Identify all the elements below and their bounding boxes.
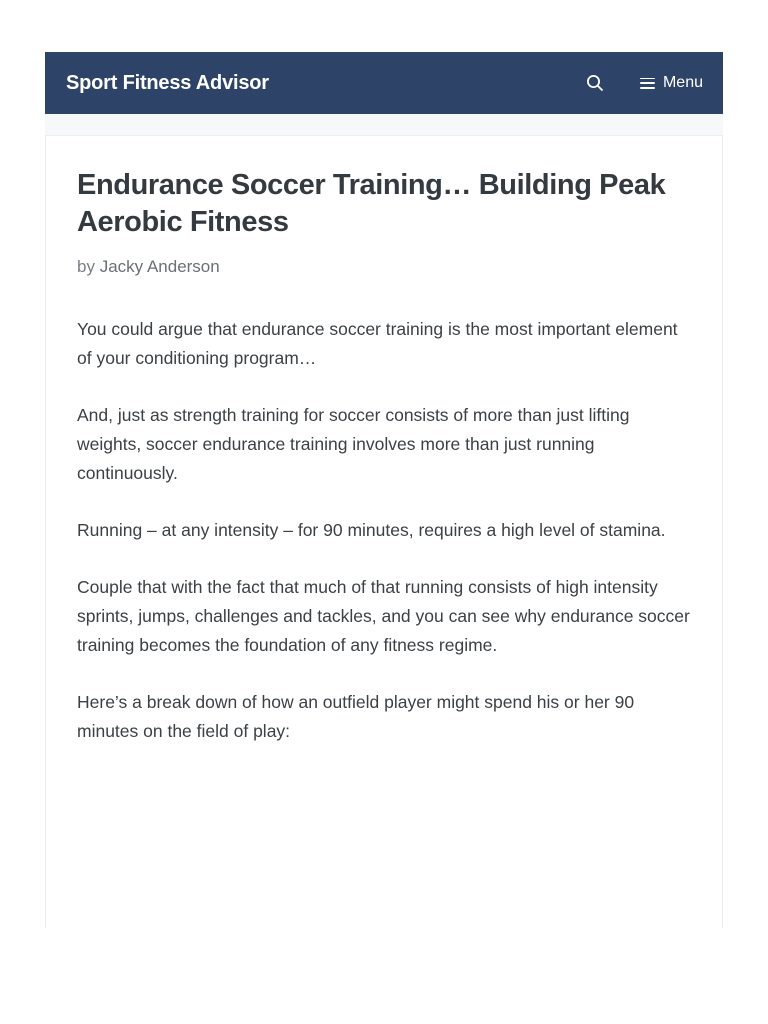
byline-prefix: by	[77, 257, 95, 276]
site-header	[45, 52, 723, 114]
article-paragraph: Running – at any intensity – for 90 minutes, requires a high level of stamina.	[77, 520, 666, 540]
article-paragraph: Here’s a break down of how an outfield player might spend his or her 90 minutes on the field of play:	[77, 692, 635, 741]
article-paragraph: And, just as strength training for soccer consists of more than just lifting weights, soccer endurance training involves more than just running continuously.	[77, 405, 630, 483]
hamburger-icon	[640, 78, 655, 89]
article-paragraph: You could argue that endurance soccer training is the most important element of your conditioning program…	[77, 319, 678, 368]
article-body	[77, 315, 693, 746]
search-icon	[586, 74, 604, 92]
article-paragraph: Couple that with the fact that much of that running consists of high intensity sprints, jumps, challenges and tackles, and you can see why endurance soccer training becomes the foundation of any fitness regime.	[77, 577, 690, 655]
article-container	[45, 135, 723, 928]
nav-actions	[584, 72, 703, 94]
article-title: Endurance Soccer Training… Building Peak Aerobic Fitness	[77, 169, 666, 238]
menu-button[interactable]	[640, 74, 703, 92]
search-button[interactable]	[584, 72, 606, 94]
site-title-link[interactable]: Sport Fitness Advisor	[66, 71, 269, 94]
header-gap	[45, 114, 723, 135]
author-link[interactable]: Jacky Anderson	[99, 257, 220, 276]
byline	[77, 257, 692, 277]
menu-label: Menu	[662, 74, 703, 91]
